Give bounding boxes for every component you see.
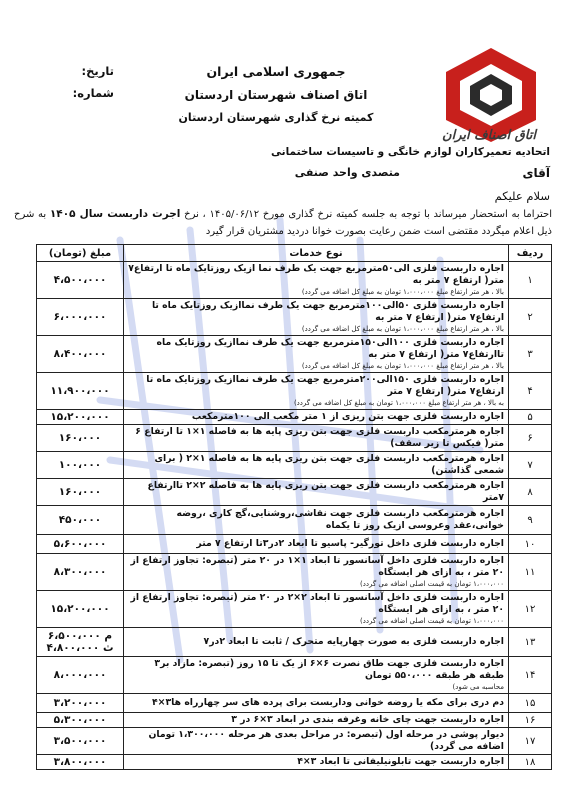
service-cell (124, 425, 509, 452)
service-cell (124, 755, 509, 770)
row-number: ۱۸ (509, 755, 552, 770)
service-cell (124, 506, 509, 535)
row-number: ۱۷ (509, 728, 552, 755)
service-cell (124, 728, 509, 755)
service-description: اجاره داربست فلزی الی۵۰مترمربع جهت یک طرف نما ازیک روزتایک ماه تا ارتفاع۷ متر( ارتفاع ۷ متر به (128, 263, 504, 286)
price-cell: ۳،۸۰۰،۰۰۰ (37, 755, 124, 770)
service-description: اجاره داربست جهت چای خانه وغرفه بندی در ابعاد ۳×۶ در ۳ (231, 714, 504, 725)
service-cell (124, 694, 509, 713)
service-description: اجاره داربست فلزی جهت طاق نصرت ۶×۶ از یک تا ۱۵ روز (تبصره: مازاد بر۳ طبقه هر طبقه ۵۵۰،۰۰۰ تومان (154, 658, 504, 681)
service-cell (124, 262, 509, 299)
service-cell (124, 554, 509, 591)
service-description: اجاره هرمترمکعب داربست فلزی جهت بتن ریزی پایه ها به فاصله ۱×۱ تا ارتفاع ۶ متر( فیکس تا زیر سقف) (135, 426, 504, 449)
row-number: ۶ (509, 425, 552, 452)
price-cell: ۴۵۰،۰۰۰ (37, 506, 124, 535)
table-row (37, 373, 552, 410)
table-row (37, 728, 552, 755)
service-description: اجاره داربست فلزی جهت بتن ریزی از ۱ متر مکعب الی ۱۰۰مترمکعب (191, 411, 504, 422)
service-description: اجاره داربست فلزی به صورت چهارپایه متحرک / ثابت تا ابعاد ۲در۷ (203, 636, 504, 647)
intro-paragraph (14, 206, 552, 240)
table-row (37, 694, 552, 713)
table-row (37, 506, 552, 535)
service-cell (124, 591, 509, 628)
letterhead (171, 64, 381, 133)
header-price: مبلغ (تومان) (37, 245, 124, 262)
intro-part-1: احتراما به استحضار میرساند با توجه به جلسه کمیته نرخ گذاری مورخ ۱۴۰۵/۰۶/۱۲ ، نرخ (184, 209, 552, 220)
service-note: بالا ، هر متر ارتفاع مبلغ ۱،۰۰۰،۰۰۰ تومان به مبلغ کل اضافه می گردد) (301, 362, 504, 370)
greeting: سلام علیکم (494, 189, 550, 203)
service-cell (124, 373, 509, 410)
price-cell: م ۶،۵۰۰،۰۰۰ ث ۴،۸۰۰،۰۰۰ (37, 628, 124, 657)
price-table (36, 244, 552, 770)
row-number: ۴ (509, 373, 552, 410)
row-number: ۱۵ (509, 694, 552, 713)
row-number: ۱۴ (509, 657, 552, 694)
recipient-title: آقای (522, 166, 550, 180)
row-number: ۵ (509, 410, 552, 425)
row-number: ۳ (509, 336, 552, 373)
row-number: ۱۰ (509, 535, 552, 554)
service-description: اجاره داربست فلزی داخل آسانسور تا ابعاد ۲×۲ در ۲۰ متر (تبصره: تجاوز ارتفاع از ۲۰ متر ، به ازای هر ایستگاه (130, 592, 504, 615)
service-cell (124, 628, 509, 657)
service-description: اجاره داربست فلزی ۱۰۰الی۱۵۰مترمربع جهت یک طرف نماازیک روزتایک ماه تاارتفاع۷ متر( ارتفاع ۷ متر به (156, 337, 504, 360)
service-cell (124, 535, 509, 554)
recipient-line (130, 166, 550, 186)
intro-highlight: اجرت داربست سال ۱۴۰۵ (49, 208, 181, 220)
row-number: ۱۱ (509, 554, 552, 591)
row-number: ۱۶ (509, 713, 552, 728)
service-cell (124, 410, 509, 425)
service-note: ۱،۰۰۰،۰۰۰ تومان به قیمت اصلی اضافه می گردد) (360, 580, 504, 588)
chamber-name: اتاق اصناف شهرستان اردستان (184, 88, 368, 102)
price-cell: ۱۶۰،۰۰۰ (37, 425, 124, 452)
price-cell: ۶،۰۰۰،۰۰۰ (37, 299, 124, 336)
price-cell: ۳،۵۰۰،۰۰۰ (37, 728, 124, 755)
table-row (37, 452, 552, 479)
service-description: اجاره داربست جهت تابلونیلیفانی تا ابعاد ۳×۴ (297, 756, 504, 767)
price-cell: ۱۰۰،۰۰۰ (37, 452, 124, 479)
table-row (37, 336, 552, 373)
number-label: شماره: (72, 86, 114, 100)
table-row (37, 657, 552, 694)
price-cell: ۵،۶۰۰،۰۰۰ (37, 535, 124, 554)
header-service: نوع خدمات (124, 245, 509, 262)
service-description: اجاره هرمترمکعب داربست فلزی جهت بتن ریزی پایه ها به فاصله ۲×۲ تاارتفاع ۷متر (147, 480, 504, 503)
table-row (37, 479, 552, 506)
committee-name: کمیته نرخ گذاری شهرستان اردستان (178, 111, 374, 124)
price-cell: ۱۵،۲۰۰،۰۰۰ (37, 591, 124, 628)
row-number: ۹ (509, 506, 552, 535)
price-cell: ۵،۳۰۰،۰۰۰ (37, 713, 124, 728)
table-body (37, 262, 552, 770)
table-row (37, 262, 552, 299)
row-number: ۱ (509, 262, 552, 299)
table-row (37, 755, 552, 770)
union-name: اتحادیه تعمیرکاران لوازم خانگی و تاسیسات ساختمانی (271, 146, 550, 158)
price-cell: ۱۱،۹۰۰،۰۰۰ (37, 373, 124, 410)
row-number: ۱۳ (509, 628, 552, 657)
row-number: ۲ (509, 299, 552, 336)
table-row (37, 535, 552, 554)
service-description: اجاره هرمترمکعب داربست فلزی جهت نقاشی،روشنایی،گچ کاری ،روضه خوانی،عقد وعروسی ازیک روز تا یکماه (176, 508, 504, 531)
service-cell (124, 657, 509, 694)
service-description: اجاره هرمترمکعب داربست فلزی جهت بتن ریزی پایه ها به فاصله ۱×۲ ( برای شمعی گذاشتن) (154, 453, 504, 476)
service-cell (124, 479, 509, 506)
row-number: ۸ (509, 479, 552, 506)
row-number: ۱۲ (509, 591, 552, 628)
service-note: محاسبه می شود) (452, 683, 504, 691)
header-row-number: ردیف (509, 245, 552, 262)
service-description: دم دری برای مکه یا روضه خوانی وداربست برای پرده های سر چهارراه ها۳×۴ (151, 697, 504, 708)
service-note: به بالا ، هر متر ارتفاع مبلغ ۱،۰۰۰،۰۰۰ تومان به مبلغ کل اضافه می گردد) (293, 399, 504, 407)
table-row (37, 299, 552, 336)
price-cell: ۱۶۰،۰۰۰ (37, 479, 124, 506)
table-row (37, 554, 552, 591)
logo-caption: اتاق اصناف ایران (442, 128, 536, 143)
table-row (37, 425, 552, 452)
service-description: اجاره داربست فلزی ۵۰الی۱۰۰مترمربع جهت یک طرف نماازیک روزتایک ماه تا ارتفاع۷ متر( ارتفاع ۷ متر به (151, 300, 504, 323)
row-number: ۷ (509, 452, 552, 479)
service-description: اجاره داربست فلزی داخل آسانسور تا ابعاد ۱×۱ در ۲۰ متر (تبصره: تجاوز ارتفاع از ۲۰ متر ، به ازای هر ایستگاه (130, 555, 504, 578)
service-cell (124, 713, 509, 728)
service-note: بالا ، هر متر ارتفاع مبلغ ۱،۰۰۰،۰۰۰ تومان به مبلغ کل اضافه می گردد) (301, 325, 504, 333)
service-description: اجاره داربست فلزی داخل تورگیر- پاسیو تا ابعاد ۲در۳تا ارتفاع ۷ متر (196, 538, 504, 549)
table-row (37, 591, 552, 628)
service-cell (124, 452, 509, 479)
service-cell (124, 299, 509, 336)
price-cell: ۱۵،۲۰۰،۰۰۰ (37, 410, 124, 425)
recipient-name: متصدی واحد صنفی (294, 166, 400, 179)
date-label: تاریخ: (81, 64, 114, 78)
country-name: جمهوری اسلامی ایران (206, 64, 346, 79)
price-cell: ۸،۴۰۰،۰۰۰ (37, 336, 124, 373)
table-row (37, 628, 552, 657)
intro-part-2: به شرح ذیل اعلام میگردد مقتضی است ضمن رعایت بصورت خوانا دردید مشتریان قرار گیرد (14, 209, 552, 237)
service-description: دیوار پوشی در مرحله اول (تبصره: در مراحل بعدی هر مرحله ۱،۳۰۰،۰۰۰ تومان اضافه می گردد) (148, 729, 504, 752)
price-cell: ۳،۲۰۰،۰۰۰ (37, 694, 124, 713)
table-row (37, 410, 552, 425)
service-cell (124, 336, 509, 373)
service-note: بالا ، هر متر ارتفاع مبلغ ۱،۰۰۰،۰۰۰ تومان به مبلغ کل اضافه می گردد) (301, 288, 504, 296)
price-cell: ۸،۳۰۰،۰۰۰ (37, 554, 124, 591)
price-cell: ۸،۰۰۰،۰۰۰ (37, 657, 124, 694)
service-description: اجاره داربست فلزی ۱۵۰الی۲۰۰مترمربع جهت یک طرف نماازیک روزتایک ماه تا ارتفاع۷ متر( ارتفاع ۷ متر (146, 374, 504, 397)
table-header-row (37, 245, 552, 262)
letter-meta (14, 64, 114, 108)
table-row (37, 713, 552, 728)
price-cell: ۴،۵۰۰،۰۰۰ (37, 262, 124, 299)
service-note: ۱،۰۰۰،۰۰۰ تومان به قیمت اصلی اضافه می گردد) (360, 617, 504, 625)
